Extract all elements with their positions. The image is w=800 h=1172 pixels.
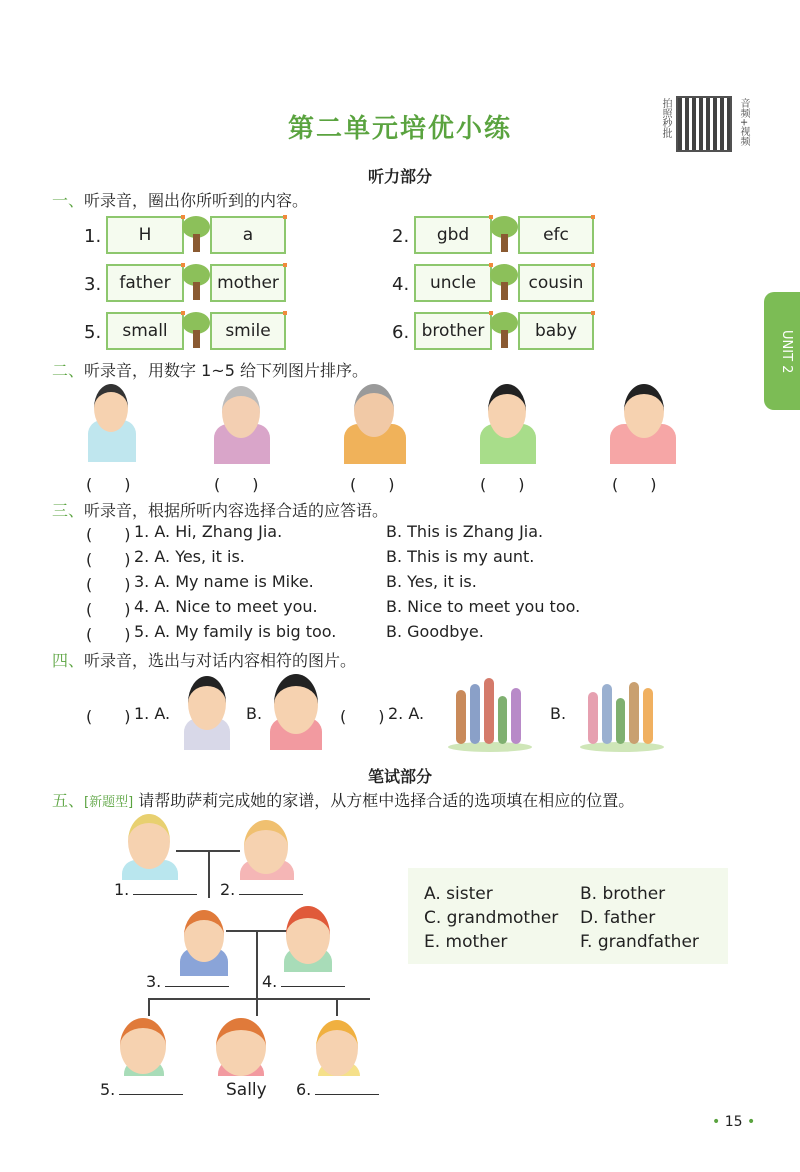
- q4-instruction: 四、听录音，选出与对话内容相符的图片。: [52, 651, 357, 670]
- answer-paren[interactable]: ( ): [86, 550, 131, 569]
- option-item: E. mother: [424, 932, 508, 952]
- answer-paren[interactable]: ( ): [86, 707, 131, 726]
- blank-5[interactable]: 5.: [100, 1080, 183, 1099]
- answer-paren[interactable]: ( ): [86, 475, 131, 494]
- blank-3[interactable]: 3.: [146, 972, 229, 991]
- option-box[interactable]: brother: [414, 312, 492, 350]
- option-box[interactable]: father: [106, 264, 184, 302]
- q1-instruction: 一、听录音，圈出你所听到的内容。: [52, 191, 309, 210]
- page-number: • 15 •: [712, 1114, 756, 1130]
- option-b: B. This is Zhang Jia.: [386, 522, 544, 541]
- q4-item1-a: 1. A.: [134, 704, 171, 723]
- option-item: A. sister: [424, 884, 493, 904]
- option-box[interactable]: H: [106, 216, 184, 254]
- option-item: D. father: [580, 908, 656, 928]
- tree-icon: [182, 264, 210, 300]
- option-box[interactable]: uncle: [414, 264, 492, 302]
- page-title: 第二单元培优小练: [287, 114, 512, 144]
- option-b: B. Goodbye.: [386, 622, 484, 641]
- sally-label: Sally: [226, 1080, 267, 1100]
- option-box[interactable]: mother: [210, 264, 286, 302]
- option-box[interactable]: efc: [518, 216, 594, 254]
- option-item: F. grandfather: [580, 932, 699, 952]
- blank-6[interactable]: 6.: [296, 1080, 379, 1099]
- option-a: 5. A. My family is big too.: [134, 622, 337, 641]
- answer-paren[interactable]: ( ): [340, 707, 385, 726]
- tree-icon: [490, 312, 518, 348]
- written-heading: 笔试部分: [367, 767, 432, 786]
- tree-icon: [182, 216, 210, 252]
- blank-2[interactable]: 2.: [220, 880, 303, 899]
- answer-paren[interactable]: ( ): [86, 525, 131, 544]
- option-a: 3. A. My name is Mike.: [134, 572, 314, 591]
- option-box[interactable]: gbd: [414, 216, 492, 254]
- qr-code-icon[interactable]: [676, 96, 732, 152]
- option-a: 2. A. Yes, it is.: [134, 547, 245, 566]
- q4-item2-b: B.: [550, 704, 567, 723]
- q4-item1-b: B.: [246, 704, 263, 723]
- option-a: 4. A. Nice to meet you.: [134, 597, 318, 616]
- answer-paren[interactable]: ( ): [86, 575, 131, 594]
- tree-icon: [490, 216, 518, 252]
- option-box[interactable]: smile: [210, 312, 286, 350]
- option-b: B. Nice to meet you too.: [386, 597, 581, 616]
- q4-item2-a: 2. A.: [388, 704, 425, 723]
- qr-caption-left: 拍照秒批: [660, 98, 671, 138]
- unit-tab-label: UNIT 2: [779, 330, 794, 374]
- option-b: B. This is my aunt.: [386, 547, 535, 566]
- option-b: B. Yes, it is.: [386, 572, 477, 591]
- q2-instruction: 二、听录音，用数字 1~5 给下列图片排序。: [52, 361, 368, 380]
- option-item: B. brother: [580, 884, 666, 904]
- tree-icon: [490, 264, 518, 300]
- blank-4[interactable]: 4.: [262, 972, 345, 991]
- option-box[interactable]: baby: [518, 312, 594, 350]
- answer-paren[interactable]: ( ): [86, 600, 131, 619]
- option-box[interactable]: small: [106, 312, 184, 350]
- answer-paren[interactable]: ( ): [350, 475, 395, 494]
- answer-paren[interactable]: ( ): [480, 475, 525, 494]
- option-item: C. grandmother: [424, 908, 559, 928]
- listening-heading: 听力部分: [367, 167, 432, 186]
- answer-paren[interactable]: ( ): [612, 475, 657, 494]
- qr-caption-right: 音频+视频: [738, 98, 749, 147]
- q5-instruction: 五、[新题型] 请帮助萨莉完成她的家谱，从方框中选择合适的选项填在相应的位置。: [52, 791, 635, 810]
- new-question-tag: [新题型]: [84, 795, 134, 810]
- option-box[interactable]: cousin: [518, 264, 594, 302]
- q3-instruction: 三、听录音，根据所听内容选择合适的应答语。: [52, 501, 389, 520]
- option-a: 1. A. Hi, Zhang Jia.: [134, 522, 283, 541]
- answer-paren[interactable]: ( ): [214, 475, 259, 494]
- answer-paren[interactable]: ( ): [86, 625, 131, 644]
- blank-1[interactable]: 1.: [114, 880, 197, 899]
- option-box[interactable]: a: [210, 216, 286, 254]
- tree-icon: [182, 312, 210, 348]
